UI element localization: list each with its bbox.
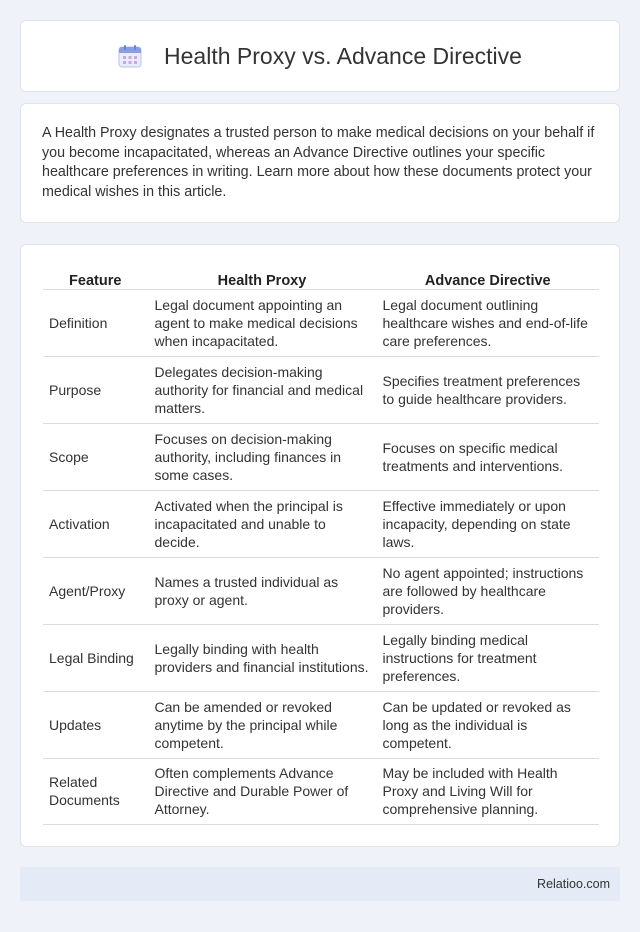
- health-proxy-cell: Legal document appointing an agent to make medical decisions when incapacitated.: [148, 289, 376, 356]
- advance-directive-cell: Legally binding medical instructions for treatment preferences.: [376, 624, 599, 691]
- header-advance-directive: Advance Directive: [376, 265, 599, 289]
- title-card: [20, 20, 620, 92]
- health-proxy-cell: Legally binding with health providers and financial institutions.: [148, 624, 376, 691]
- page-title: Health Proxy vs. Advance Directive: [164, 42, 522, 69]
- footer: [20, 867, 620, 901]
- advance-directive-cell: Specifies treatment preferences to guide healthcare providers.: [376, 356, 599, 423]
- intro-card: [20, 103, 620, 223]
- table-row: [43, 557, 599, 624]
- health-proxy-cell: Delegates decision-making authority for financial and medical matters.: [148, 356, 376, 423]
- intro-text: A Health Proxy designates a trusted person to make medical decisions on your behalf if you become incapacitated, whereas an Advance Directive outlines your specific healthcare preferences in writing. Learn more about how these documents protect your medical wishes in this article.: [42, 125, 595, 200]
- health-proxy-cell: Can be amended or revoked anytime by the principal while competent.: [148, 691, 376, 758]
- calendar-icon: [118, 44, 142, 68]
- feature-cell: Definition: [43, 289, 148, 356]
- health-proxy-cell: Often complements Advance Directive and Durable Power of Attorney.: [148, 758, 376, 824]
- footer-brand: Relatioo.com: [537, 877, 610, 891]
- advance-directive-cell: No agent appointed; instructions are followed by healthcare providers.: [376, 557, 599, 624]
- feature-cell: Legal Binding: [43, 624, 148, 691]
- advance-directive-cell: May be included with Health Proxy and Living Will for comprehensive planning.: [376, 758, 599, 824]
- health-proxy-cell: Focuses on decision-making authority, including finances in some cases.: [148, 423, 376, 490]
- health-proxy-cell: Activated when the principal is incapacitated and unable to decide.: [148, 490, 376, 557]
- table-row: [43, 691, 599, 758]
- table-row: [43, 423, 599, 490]
- feature-cell: Updates: [43, 691, 148, 758]
- feature-cell: Agent/Proxy: [43, 557, 148, 624]
- feature-cell: Purpose: [43, 356, 148, 423]
- table-header-row: [43, 265, 599, 289]
- advance-directive-cell: Focuses on specific medical treatments and interventions.: [376, 423, 599, 490]
- comparison-card: [20, 244, 620, 847]
- advance-directive-cell: Can be updated or revoked as long as the individual is competent.: [376, 691, 599, 758]
- table-row: [43, 356, 599, 423]
- advance-directive-cell: Effective immediately or upon incapacity, depending on state laws.: [376, 490, 599, 557]
- table-row: [43, 624, 599, 691]
- feature-cell: Related Documents: [43, 758, 148, 824]
- comparison-table: [43, 265, 599, 825]
- table-row: [43, 758, 599, 824]
- table-row: [43, 289, 599, 356]
- feature-cell: Scope: [43, 423, 148, 490]
- health-proxy-cell: Names a trusted individual as proxy or agent.: [148, 557, 376, 624]
- header-health-proxy: Health Proxy: [148, 265, 376, 289]
- table-row: [43, 490, 599, 557]
- advance-directive-cell: Legal document outlining healthcare wishes and end-of-life care preferences.: [376, 289, 599, 356]
- header-feature: Feature: [43, 265, 148, 289]
- feature-cell: Activation: [43, 490, 148, 557]
